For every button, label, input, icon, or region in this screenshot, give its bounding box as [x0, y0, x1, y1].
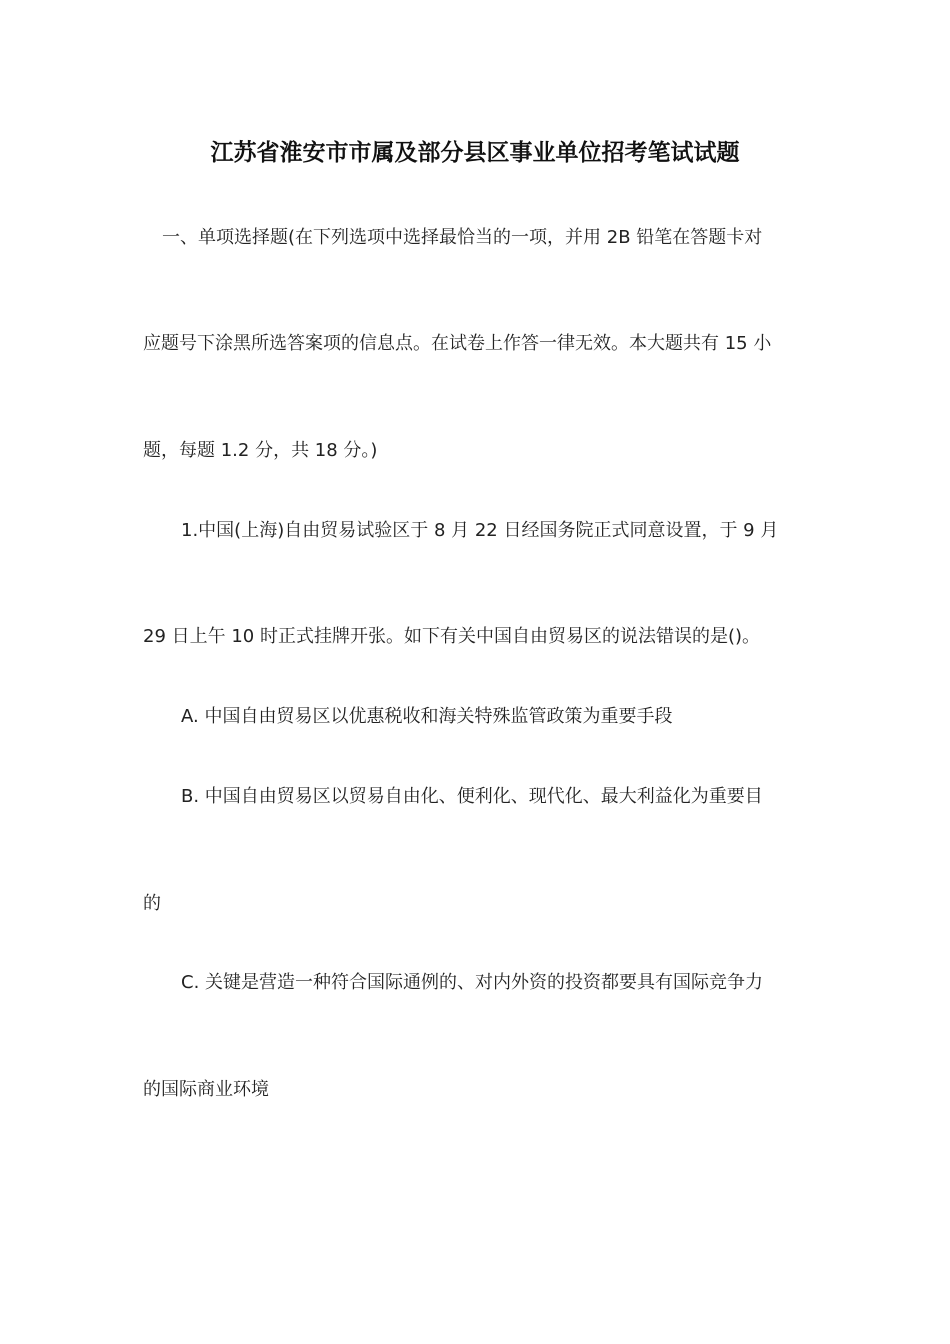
question-1-option-b-line-1: B. 中国自由贸易区以贸易自由化、便利化、现代化、最大利益化为重要目: [181, 786, 763, 807]
section-instruction-line-2: 应题号下涂黑所选答案项的信息点。在试卷上作答一律无效。本大题共有 15 小: [143, 333, 772, 354]
question-1-option-b-line-2: 的: [143, 893, 161, 914]
question-1-option-a: A. 中国自由贸易区以优惠税收和海关特殊监管政策为重要手段: [181, 706, 673, 727]
section-instruction-line-3: 题，每题 1.2 分，共 18 分。): [143, 440, 378, 461]
question-1-option-c-line-2: 的国际商业环境: [143, 1079, 269, 1100]
section-instruction-line-1: 一、单项选择题(在下列选项中选择最恰当的一项，并用 2B 铅笔在答题卡对: [162, 227, 763, 248]
document-title: 江苏省淮安市市属及部分县区事业单位招考笔试试题: [210, 140, 740, 166]
question-1-option-c-line-1: C. 关键是营造一种符合国际通例的、对内外资的投资都要具有国际竞争力: [181, 972, 764, 993]
question-1-stem-line-1: 1.中国(上海)自由贸易试验区于 8 月 22 日经国务院正式同意设置，于 9 月: [181, 520, 779, 541]
question-1-stem-line-2: 29 日上午 10 时正式挂牌开张。如下有关中国自由贸易区的说法错误的是()。: [143, 626, 761, 647]
